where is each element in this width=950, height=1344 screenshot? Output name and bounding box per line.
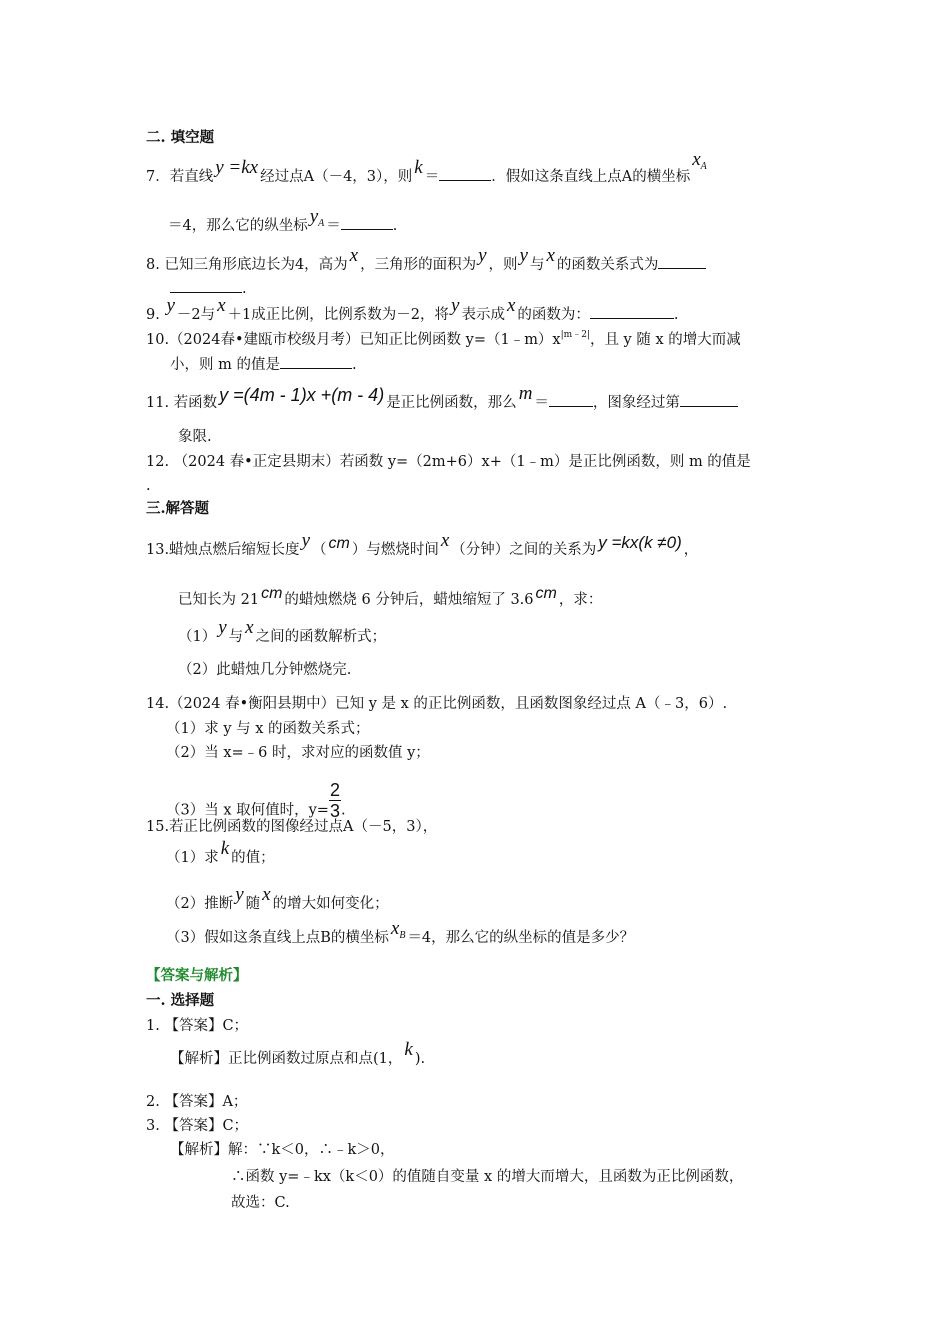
blank [280,354,352,369]
q7-formula: y =kx [215,157,259,178]
answer-1: 1. 【答案】C； [146,1018,249,1034]
blank [170,278,242,293]
q7-text: ＝4，那么它的纵坐标 [168,218,308,234]
q15-xb: $x_B$ [390,918,406,941]
q7-text: ＝ [326,218,341,234]
question-7-line-1 [146,149,709,189]
blank [341,215,393,230]
q7-text: . [392,218,398,234]
q7-ya: $y_A$ [309,206,325,229]
question-13-line-1: 13.蜡烛点燃后缩短长度 y （ cm ）与燃烧时间 x （分钟）之间的关系为 y =kx(k ≠0) ， [146,530,699,558]
question-10-line-1: 10.（2024春•建瓯市校级月考）已知正比例函数 $y=(1﹣m)x^{|m﹣2|}$，且 y 随 x 的增大而减 [146,330,741,348]
q8-y: y [519,245,528,266]
q13-y: y [218,617,227,638]
question-11-line-2: 象限. [178,429,212,445]
q13-cm: cm [535,585,557,602]
q13-y: y [301,530,310,551]
answer-2: 2. 【答案】A； [146,1094,248,1110]
q7-k: k [414,157,423,178]
question-7-line-2 [168,206,398,238]
question-14: 14.（2024 春•衡阳县期中）已知 y 是 x 的正比例函数，且函数图象经过点 A（﹣3，6）. [146,696,728,712]
question-11-line-1: 11. 若函数 y =(4m - 1)x +(m - 4) 是正比例函数，那么 m ＝ ，图象经过第 [146,391,738,413]
q11-formula: y =(4m - 1)x +(m - 4) [219,385,385,405]
q9-y: y [451,295,460,316]
question-8-line-2: . [170,278,247,299]
q8-y: y [478,245,487,266]
question-15: 15.若正比例函数的图像经过点A（－5，3）， [146,819,438,835]
answers-section-choice: 一. 选择题 [146,992,215,1009]
q15-x: x [262,884,271,905]
question-8-line-1: 8. 已知三角形底边长为4，高为 x ，三角形的面积为 y ，则 y 与 x 的函数关系式为 [146,254,706,275]
question-15-part-2: （2）推断 y 随 x 的增大如何变化； [166,884,389,912]
q8-x: x [349,245,359,266]
blank [590,304,674,319]
question-10-line-2: 小，则 m 的值是 . [170,354,357,375]
question-14-part-3: （3）当 x 取何值时，y= $\frac{2}{3}$ . [166,780,346,821]
q7-text: 经过点A（－4，3），则 [260,169,413,185]
question-14-part-1: （1）求 y 与 x 的函数关系式； [166,721,370,737]
q7-text: ＝ [424,169,440,185]
blank [439,166,491,181]
q7-xa: $x_A$ [692,149,707,172]
question-12: 12. （2024 春•正定县期末）若函数 y=（2m+6）x+（1﹣m）是正比例函数，则 m 的值是 [146,454,751,470]
answer-3-explanation: 【解析】解：∵k＜0，∴﹣k＞0， [170,1142,395,1158]
question-12-end: . [146,478,151,494]
section-fill-blank-title: 二. 填空题 [146,129,215,146]
fraction-two-thirds: $\frac{2}{3}$ [329,780,340,821]
blank [680,392,738,407]
question-15-part-1: （1）求 k 的值； [166,838,275,866]
q7-text: 7．若直线 [146,169,214,185]
answer-3: 3. 【答案】C； [146,1118,249,1134]
q9-y: y [166,295,175,316]
q7-text: ．假如这条直线上点A的横坐标 [491,169,691,185]
answer-3-line-2: ∴函数 y=﹣kx（k＜0）的值随自变量 x 的增大而增大，且函数为正比例函数， [231,1169,744,1185]
answer-1-k: k [404,1039,413,1060]
q9-x: x [217,295,226,316]
question-15-part-3: （3）假如这条直线上点B的横坐标 $x_B =4$，那么它的纵坐标的值是多少？ [166,918,635,946]
question-14-part-2: （2）当 x=﹣6 时，求对应的函数值 y； [166,745,430,761]
q13-cm: cm [328,535,350,552]
question-9: 9. y －2与 x ＋1成正比例，比例系数为－2，将 y 表示成 x 的函数为： . [146,295,679,323]
q9-x: x [506,295,516,316]
question-13-part-2: （2）此蜡烛几分钟燃烧完. [178,662,352,678]
q13-cm: cm [261,585,283,602]
answer-3-line-3: 故选：C. [231,1195,290,1211]
answer-1-explanation: 【解析】正比例函数过原点和点(1， k ). [170,1039,426,1067]
blank [658,254,706,269]
q15-k: k [220,838,230,859]
q11-m: m [518,383,533,404]
blank [549,392,593,407]
q15-y: y [235,884,244,905]
section-answer-title: 三.解答题 [146,500,210,517]
answers-title: 【答案与解析】 [146,967,248,984]
q8-x: x [546,245,555,266]
question-13-line-2: 已知长为 21 cm 的蜡烛燃烧 6 分钟后，蜡烛缩短了 3.6 cm ，求： [178,585,603,608]
q13-x: x [245,617,254,638]
q13-x: x [440,530,450,551]
q13-formula: y =kx(k ≠0) [598,533,682,552]
question-13-part-1: （1） y 与 x 之间的函数解析式； [178,617,387,645]
